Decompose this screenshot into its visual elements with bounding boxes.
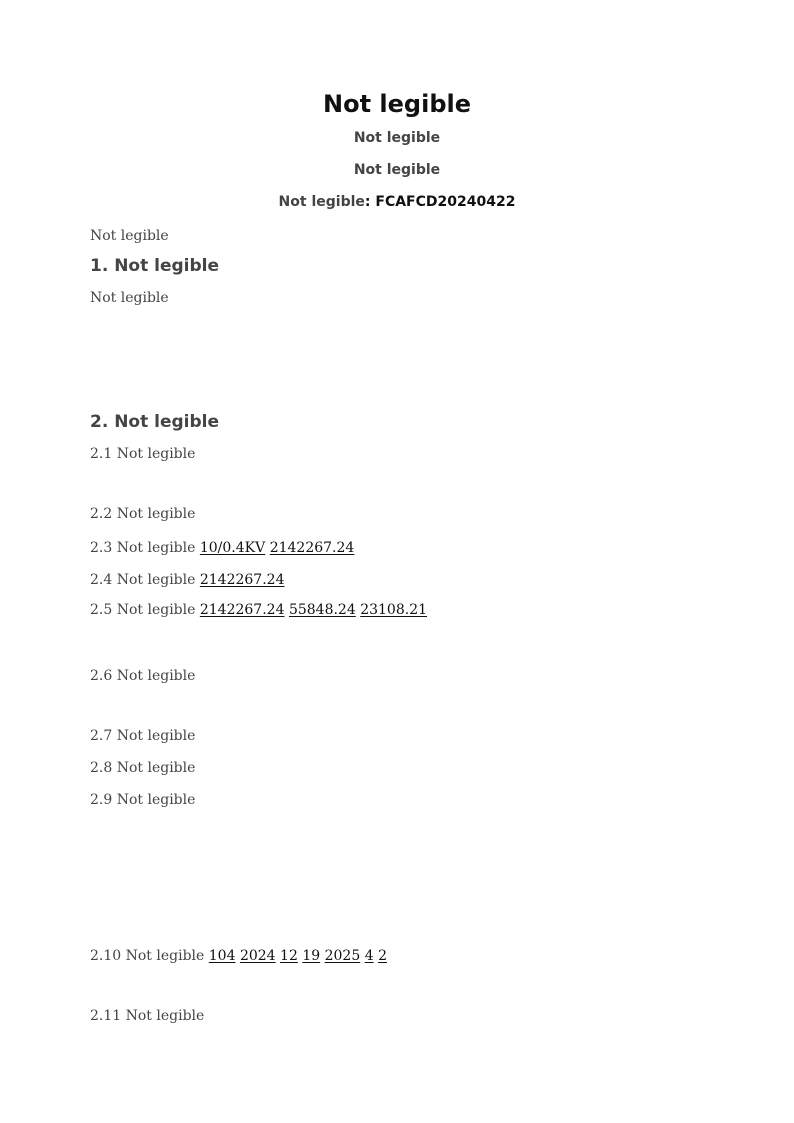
paragraph-2-5-text: 2.5 Not legible	[90, 602, 196, 618]
paragraph-2-4	[90, 566, 710, 594]
paragraph-2-4-text: 2.4 Not legible	[90, 572, 196, 588]
paragraph-2-6: 2.6 Not legible	[90, 668, 196, 684]
scale-kv-spec: 10/0.4KV	[199, 540, 266, 556]
scale-investment-value: 2142267.24	[269, 540, 355, 556]
paragraph-2-7: 2.7 Not legible	[90, 728, 196, 744]
bid-number-label: Not legible	[278, 194, 365, 210]
paragraph-2-9: 2.9 Not legible	[90, 792, 196, 808]
section-heading-1: 1. Not legible	[90, 256, 220, 276]
document-title: Not legible	[323, 90, 471, 118]
investment-value: 2142267.24	[199, 572, 285, 588]
paragraph-2-2: 2.2 Not legible	[90, 506, 196, 522]
salutation: Not legible	[90, 228, 169, 244]
start-year: 2024	[239, 948, 276, 964]
end-month: 4	[364, 948, 374, 964]
control-price-value: 2142267.24	[199, 602, 285, 618]
section-heading-2: 2. Not legible	[90, 412, 220, 432]
paragraph-intro: Not legible	[90, 290, 169, 306]
project-title: Not legible	[353, 130, 441, 146]
paragraph-2-3-text: 2.3 Not legible	[90, 540, 196, 556]
bid-number-value: FCAFCD20240422	[375, 194, 516, 210]
bid-number: Not legible: FCAFCD20240422	[278, 194, 516, 210]
safety-cost-value: 23108.21	[360, 602, 428, 618]
end-year: 2025	[324, 948, 361, 964]
paragraph-2-1: 2.1 Not legible	[90, 446, 196, 462]
paragraph-2-10	[90, 942, 710, 970]
paragraph-2-10-text: 2.10 Not legible	[90, 948, 205, 964]
start-month: 12	[280, 948, 298, 964]
end-day: 2	[378, 948, 387, 964]
paragraph-2-11: 2.11 Not legible	[90, 1008, 205, 1024]
start-day: 19	[302, 948, 321, 964]
labor-cost-value: 55848.24	[288, 602, 356, 618]
duration-days: 104	[208, 948, 236, 964]
document-subtitle: Not legible	[353, 162, 441, 178]
paragraph-2-3	[90, 534, 710, 562]
paragraph-2-8: 2.8 Not legible	[90, 760, 196, 776]
paragraph-2-5	[90, 596, 710, 624]
